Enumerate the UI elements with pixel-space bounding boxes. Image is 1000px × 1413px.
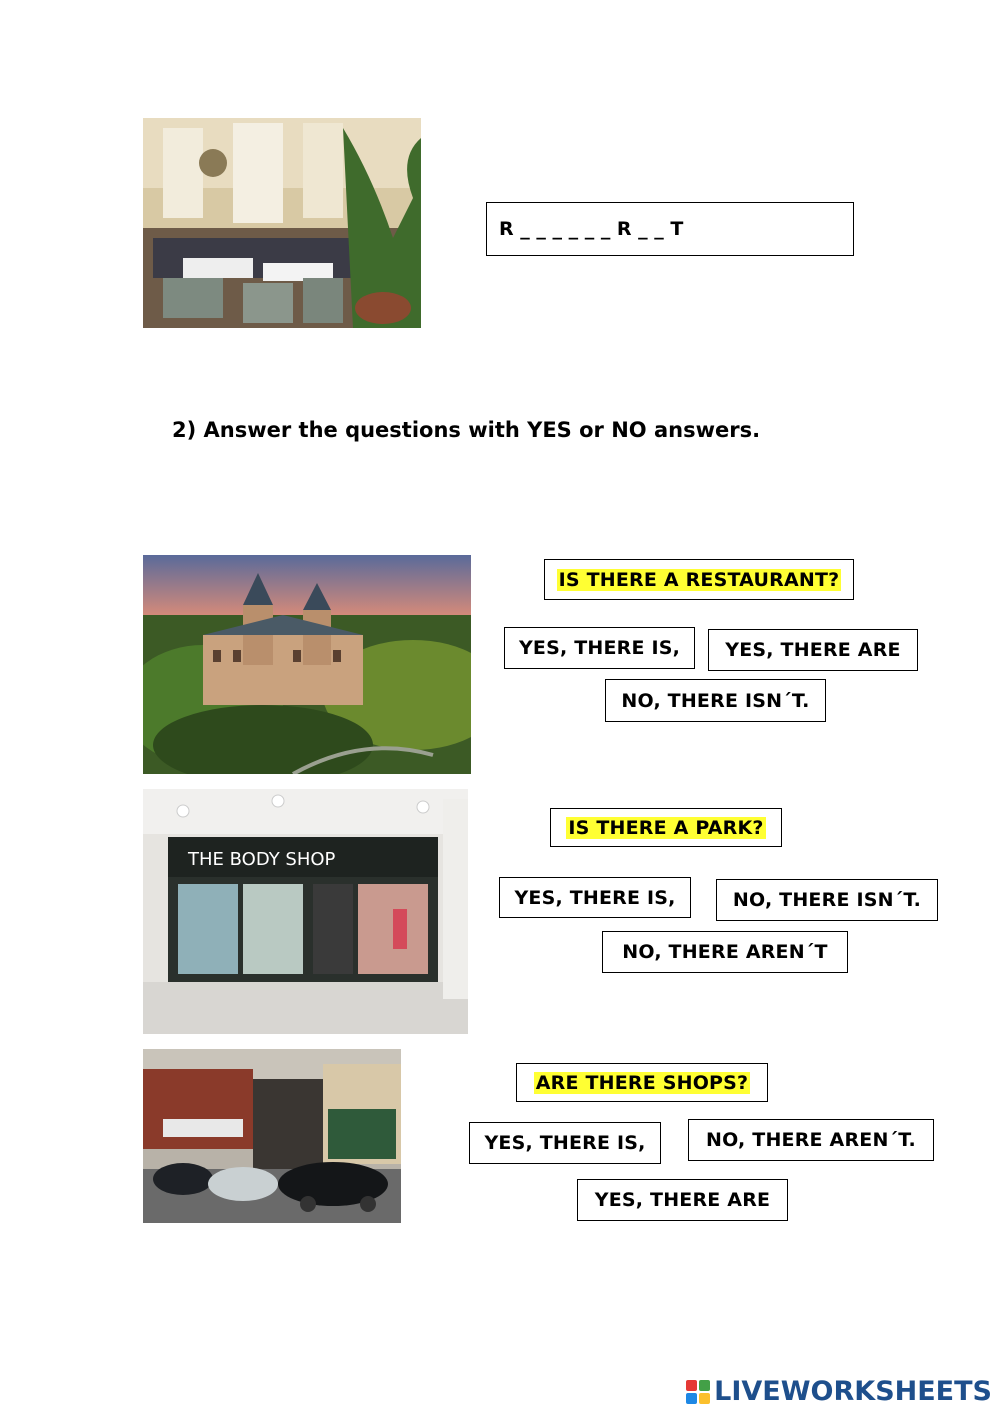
question-3-text: ARE THERE SHOPS?	[535, 1071, 749, 1094]
question-1-text: IS THERE A RESTAURANT?	[558, 568, 840, 591]
word-puzzle-box[interactable]	[486, 202, 854, 256]
q3-option-no-there-arent[interactable]	[688, 1119, 934, 1161]
q1-option-yes-there-is[interactable]	[504, 627, 695, 669]
option-label: NO, THERE AREN´T	[622, 941, 828, 963]
question-3-box	[516, 1063, 768, 1102]
liveworksheets-logo	[686, 1376, 992, 1407]
option-label: YES, THERE ARE	[594, 1189, 771, 1211]
exercise-2-heading: 2) Answer the questions with YES or NO answers.	[172, 418, 761, 442]
option-label: NO, THERE ISN´T.	[732, 889, 922, 911]
q3-option-yes-there-are[interactable]	[577, 1179, 788, 1221]
question-1-box	[544, 559, 854, 600]
q1-option-no-there-isnt[interactable]	[605, 679, 826, 722]
restaurant-photo	[143, 118, 421, 328]
word-puzzle-text: R _ _ _ _ _ _ R _ _ T	[499, 218, 684, 240]
q2-option-no-there-arent[interactable]	[602, 931, 848, 973]
q1-option-yes-there-are[interactable]	[708, 629, 918, 671]
option-label: YES, THERE IS,	[484, 1132, 646, 1154]
logo-grid-icon	[686, 1380, 710, 1404]
option-label: NO, THERE AREN´T.	[706, 1129, 916, 1151]
option-label: NO, THERE ISN´T.	[621, 689, 810, 712]
castle-photo	[143, 555, 471, 774]
option-label: YES, THERE IS,	[518, 637, 681, 659]
q2-option-no-there-isnt[interactable]	[716, 879, 938, 921]
body-shop-photo	[143, 789, 468, 1034]
option-label: YES, THERE ARE	[725, 639, 901, 661]
q2-option-yes-there-is[interactable]	[499, 877, 691, 918]
logo-text: LIVEWORKSHEETS	[714, 1376, 992, 1407]
shop-sign-text: THE BODY SHOP	[188, 849, 336, 870]
question-2-text: IS THERE A PARK?	[568, 816, 764, 839]
street-shops-photo	[143, 1049, 401, 1223]
option-label: YES, THERE IS,	[514, 886, 676, 909]
q3-option-yes-there-is[interactable]	[469, 1122, 661, 1164]
question-2-box	[550, 808, 782, 847]
